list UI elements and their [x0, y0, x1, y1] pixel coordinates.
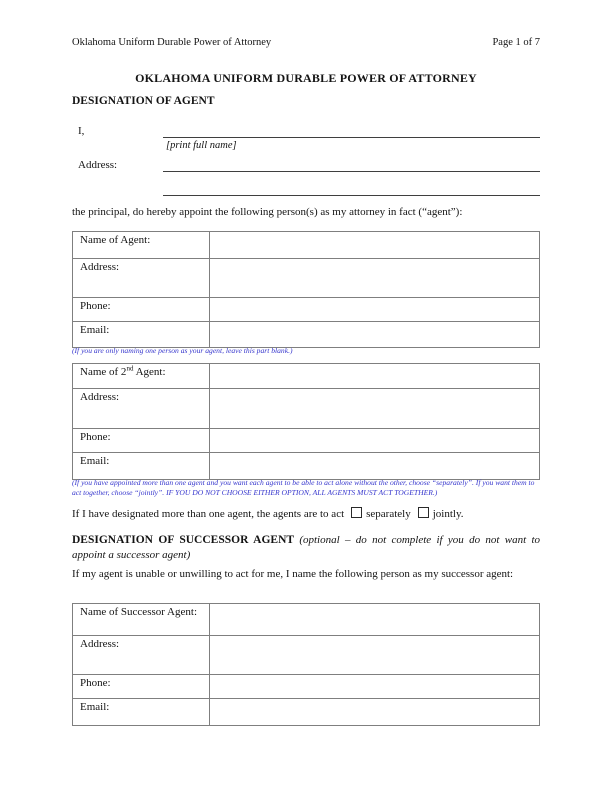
second-agent-email-field[interactable] [210, 453, 540, 480]
agent-address-label: Address: [73, 259, 210, 298]
table-row [73, 322, 540, 348]
agent-address-field[interactable] [210, 259, 540, 298]
successor-heading-italic: (optional – do not complete if you do not want to appoint a successor agent) [72, 534, 541, 561]
successor-name-label: Name of Successor Agent: [73, 604, 210, 636]
second-agent-ordinal: nd [126, 364, 134, 373]
successor-address-field[interactable] [210, 636, 540, 675]
principal-address-label: Address: [78, 159, 118, 171]
agent-table [72, 231, 540, 348]
table-row [73, 604, 540, 636]
successor-agent-heading [72, 533, 540, 562]
successor-name-field[interactable] [210, 604, 540, 636]
separately-label: separately [366, 508, 411, 520]
second-agent-email-label: Email: [73, 453, 210, 480]
successor-phone-label: Phone: [73, 675, 210, 699]
act-choice-sentence [72, 507, 552, 520]
second-agent-name-label-prefix: Name of 2 [80, 366, 127, 378]
jointly-checkbox[interactable] [418, 507, 429, 518]
appoint-sentence: the principal, do hereby appoint the following person(s) as my attorney in fact (“agent”): [72, 206, 463, 218]
principal-address-line-2[interactable] [163, 184, 540, 196]
successor-phone-field[interactable] [210, 675, 540, 699]
jointly-label: jointly. [432, 508, 464, 520]
agent-phone-field[interactable] [210, 298, 540, 322]
agent-email-label: Email: [73, 322, 210, 348]
second-agent-note: (If you are only naming one person as your agent, leave this part blank.) [72, 346, 293, 355]
header-page-number: Page 1 of 7 [492, 37, 540, 48]
principal-name-line[interactable] [163, 126, 540, 138]
table-row [73, 453, 540, 480]
print-full-name-hint: [print full name] [166, 140, 237, 151]
principal-address-line-1[interactable] [163, 160, 540, 172]
act-choice-prefix: If I have designated more than one agent, the agents are to act [72, 508, 345, 520]
agent-name-field[interactable] [210, 232, 540, 259]
table-row [73, 429, 540, 453]
successor-intro: If my agent is unable or unwilling to act for me, I name the following person as my successor agent: [72, 568, 514, 580]
table-row [73, 364, 540, 389]
second-agent-address-label: Address: [73, 389, 210, 429]
agent-phone-label: Phone: [73, 298, 210, 322]
successor-agent-table [72, 603, 540, 726]
designation-of-agent-heading: DESIGNATION OF AGENT [72, 95, 215, 107]
successor-heading-bold: DESIGNATION OF SUCCESSOR AGENT [72, 534, 300, 546]
table-row [73, 675, 540, 699]
joint-separate-note: (If you have appointed more than one agent and you want each agent to be able to act alone without the other, choose “separately”. If you want them to act together, choose “jointly”. IF YOU DO NOT CHOOSE EITHER OPTION, ALL AGENTS MUST ACT TOGETHER.) [72, 478, 535, 497]
table-row [73, 259, 540, 298]
second-agent-table [72, 363, 540, 480]
successor-email-field[interactable] [210, 699, 540, 726]
table-row [73, 298, 540, 322]
successor-email-label: Email: [73, 699, 210, 726]
principal-i-label: I, [78, 125, 85, 137]
page-header [72, 37, 540, 48]
table-row [73, 636, 540, 675]
table-row [73, 389, 540, 429]
second-agent-address-field[interactable] [210, 389, 540, 429]
table-row [73, 699, 540, 726]
table-row [73, 232, 540, 259]
second-agent-name-field[interactable] [210, 364, 540, 389]
second-agent-phone-label: Phone: [73, 429, 210, 453]
second-agent-name-label-suffix: Agent: [133, 366, 166, 378]
document-title: OKLAHOMA UNIFORM DURABLE POWER OF ATTORNEY [135, 71, 477, 85]
second-agent-phone-field[interactable] [210, 429, 540, 453]
header-doc-name: Oklahoma Uniform Durable Power of Attorney [72, 37, 272, 48]
separately-checkbox[interactable] [351, 507, 362, 518]
agent-name-label: Name of Agent: [73, 232, 210, 259]
successor-address-label: Address: [73, 636, 210, 675]
agent-email-field[interactable] [210, 322, 540, 348]
second-agent-name-label [73, 364, 210, 389]
